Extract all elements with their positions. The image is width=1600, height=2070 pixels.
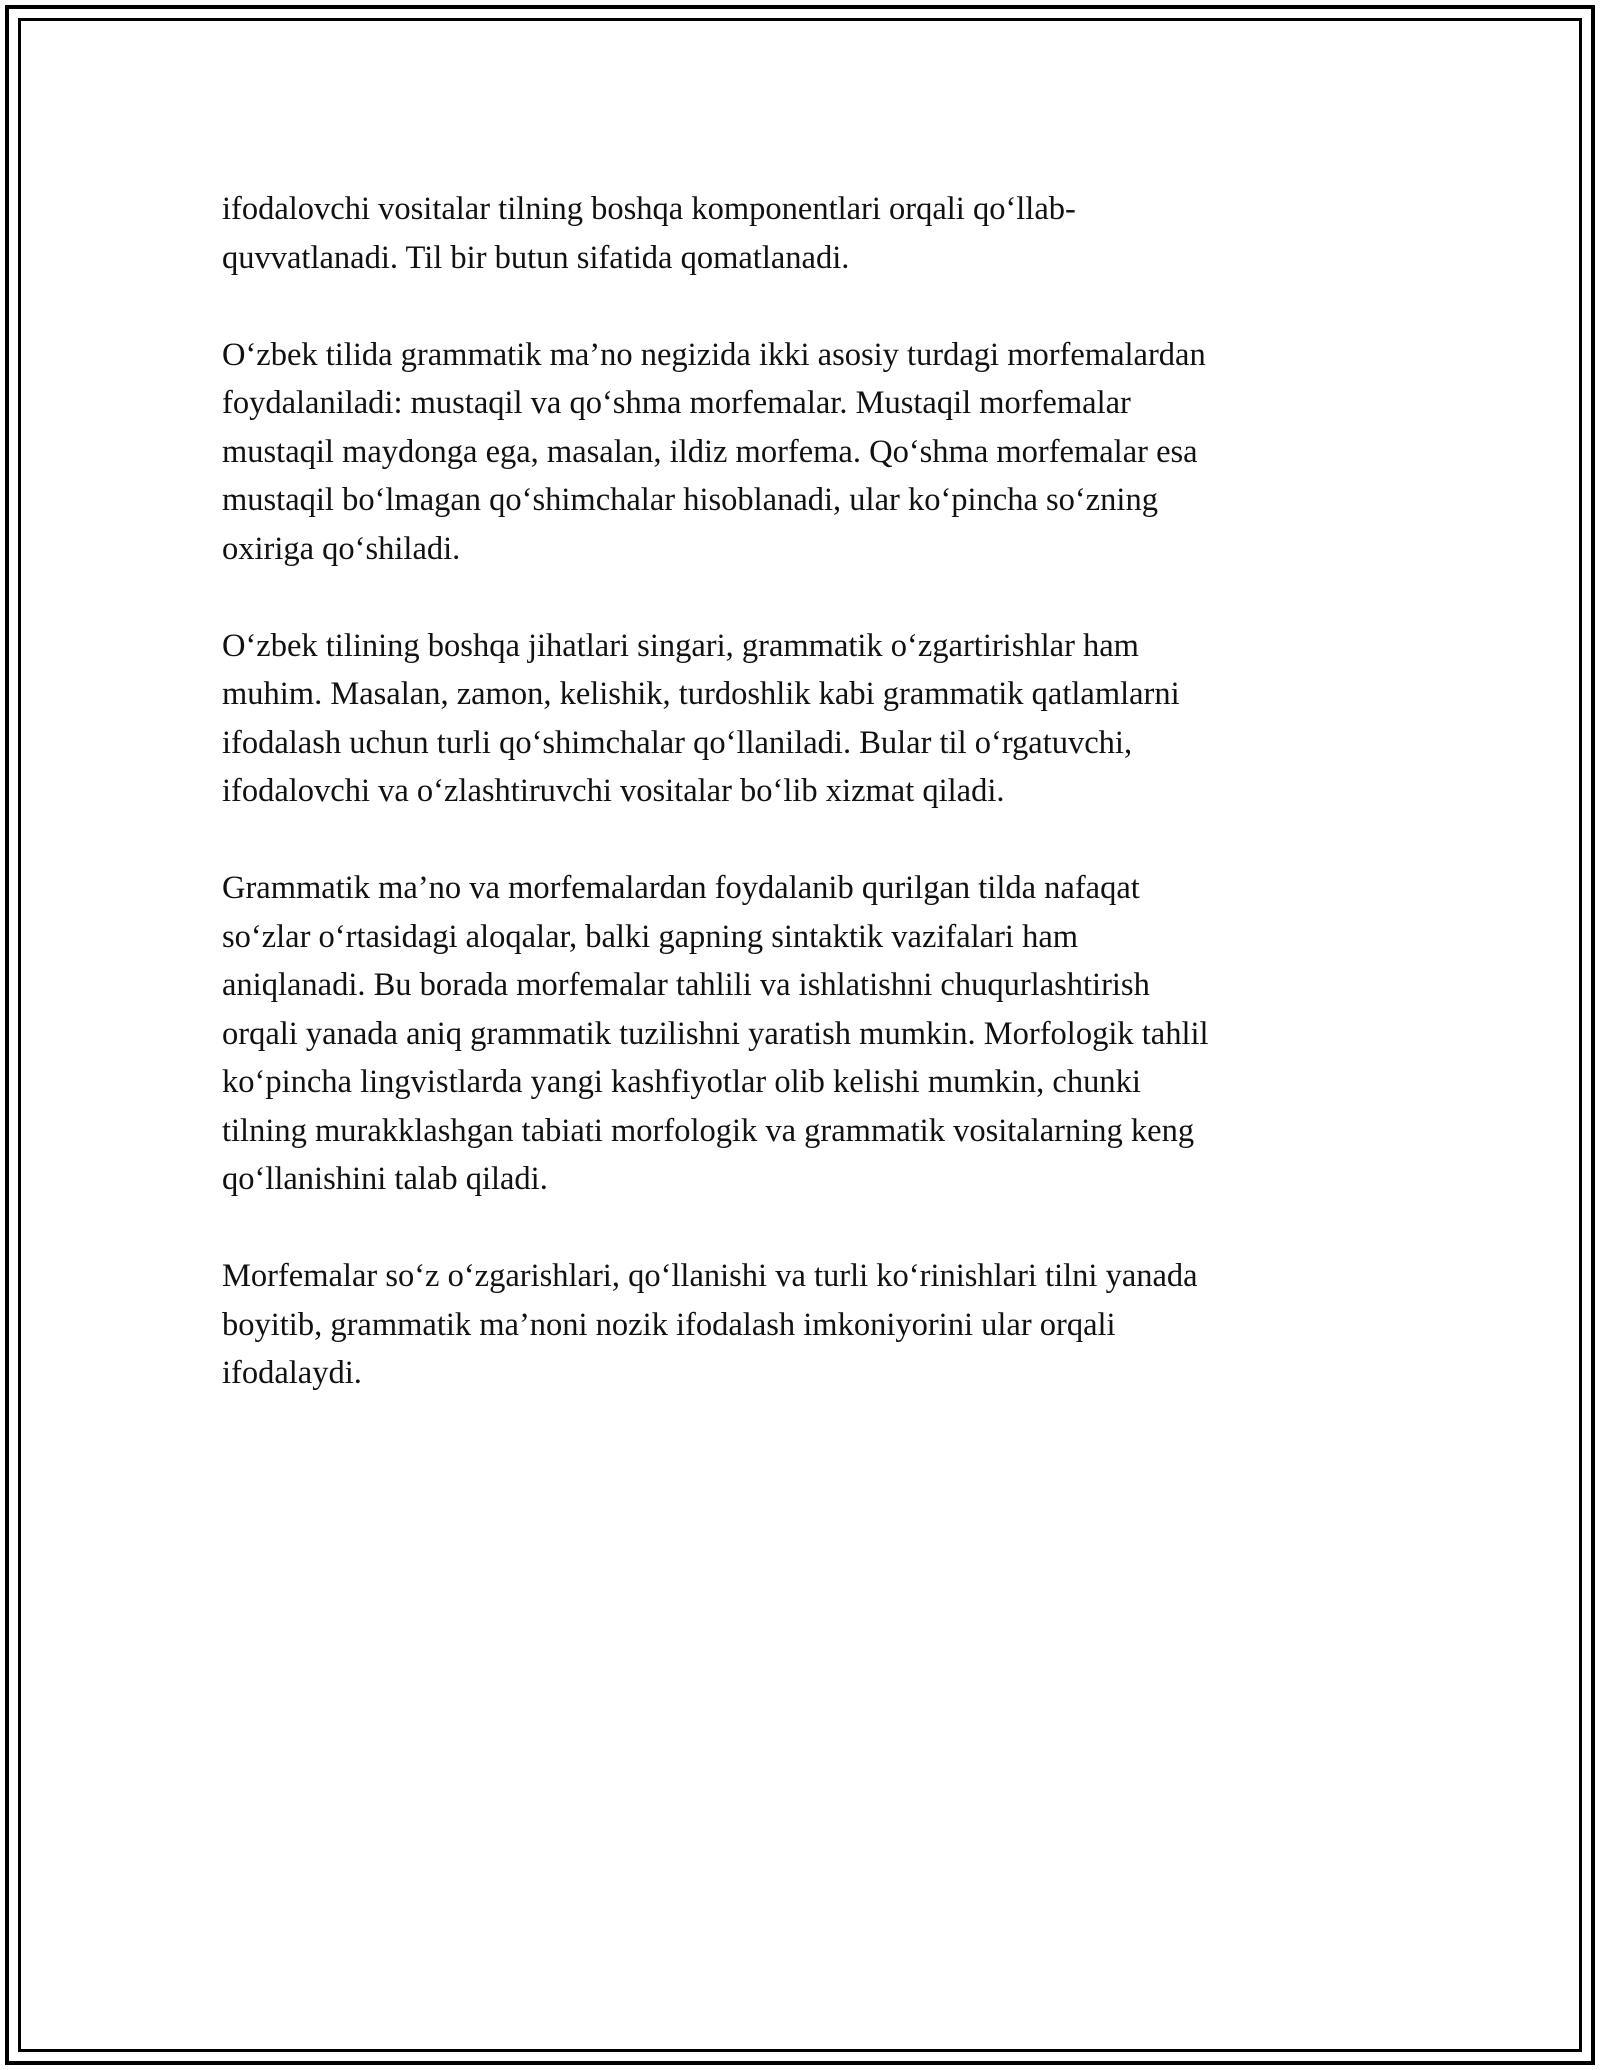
paragraph-grammatical-changes: O‘zbek tilining boshqa jihatlari singari, grammatik o‘zgartirishlar ham muhim. Masalan, zamon, kelishik, turdoshlik kabi grammatik qatlamlarni ifodalash uchun turli qo‘shimchalar qo‘llaniladi. Bular til o‘rgatuvchi, ifodalovchi va o‘zlashtiruvchi vositalar bo‘lib xizmat qiladi. <box>222 627 1180 809</box>
paragraph-morphological-analysis: Grammatik ma’no va morfemalardan foydalanib qurilgan tilda nafaqat so‘zlar o‘rtasidagi aloqalar, balki gapning sintaktik vazifalari ham aniqlanadi. Bu borada morfemalar tahlili va ishlatishni chuqurlashtirish orqali yanada aniq grammatik tuzilishni yaratish mumkin. Morfologik tahlil ko‘pincha lingvistlarda yangi kashfiyotlar olib kelishi mumkin, chunki tilning murakklashgan tabiati morfologik va grammatik vositalarning keng qo‘llanishini talab qiladi. <box>222 870 1209 1197</box>
paragraph-morpheme-types: O‘zbek tilida grammatik ma’no negizida ikki asosiy turdagi morfemalardan foydalaniladi: mustaqil va qo‘shma morfemalar. Mustaqil morfemalar mustaqil maydonga ega, masalan, ildiz morfema. Qo‘shma morfemalar esa mustaqil bo‘lmagan qo‘shimchalar hisoblanadi, ular ko‘pincha so‘zning oxiriga qo‘shiladi. <box>222 336 1206 567</box>
document-body <box>222 185 1362 1446</box>
paragraph-continuation: ifodalovchi vositalar tilning boshqa komponentlari orqali qo‘llab- quvvatlanadi. Til bir butun sifatida qomatlanadi. <box>222 191 1076 276</box>
paragraph-conclusion: Morfemalar so‘z o‘zgarishlari, qo‘llanishi va turli ko‘rinishlari tilni yanada boyitib, grammatik ma’noni nozik ifodalash imkoniyorini ular orqali ifodalaydi. <box>222 1258 1198 1391</box>
